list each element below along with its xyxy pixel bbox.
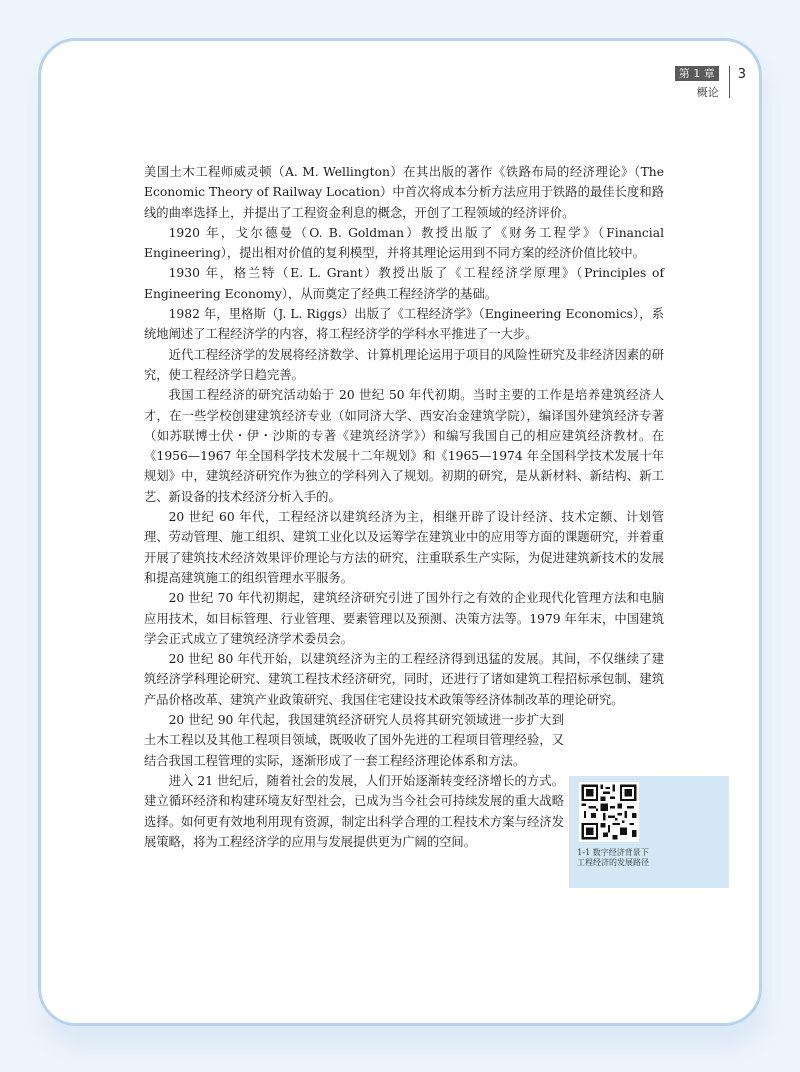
chapter-tag: 第 1 章 <box>675 66 719 81</box>
paragraph: 美国土木工程师威灵顿（A. M. Wellington）在其出版的著作《铁路布局的经济理论》（The Economic Theory of Railway Location）中首次将成本分析方法应用于铁路的最佳长度和路线的曲率选择上，并提出了工程资金利息的概念，开创了工程领域的经济评价。 <box>144 165 664 220</box>
body-text <box>144 162 664 852</box>
chapter-info <box>675 66 719 100</box>
qr-code-icon[interactable] <box>579 782 639 842</box>
paragraph: 1982 年，里格斯（J. L. Riggs）出版了《工程经济学》（Engineering Economics），系统地阐述了工程经济学的内容，将工程经济学的学科水平推进了一大步。 <box>144 307 664 342</box>
qr-panel[interactable] <box>569 776 729 888</box>
paragraph: 20 世纪 70 年代初期起，建筑经济研究引进了国外行之有效的企业现代化管理方法和电脑应用技术，如目标管理、行业管理、要素管理以及预测、决策方法等。1979 年年末，中国建筑学会正式成立了建筑经济学术委员会。 <box>144 591 664 646</box>
paragraph: 20 世纪 80 年代开始，以建筑经济为主的工程经济得到迅猛的发展。其间，不仅继续了建筑经济学科理论研究、建筑工程技术经济研究，同时，还进行了诸如建筑工程招标承包制、建筑产品价格改革、建筑产业政策研究、我国住宅建设技术政策等经济体制改革的理论研究。 <box>144 652 664 707</box>
page-number: 3 <box>737 67 746 82</box>
paragraph: 近代工程经济学的发展将经济数学、计算机理论运用于项目的风险性研究及非经济因素的研究，使工程经济学日趋完善。 <box>144 347 664 382</box>
qr-caption: 1-1 数字经济背景下工程经济的发展路径 <box>577 848 649 867</box>
paragraph: 20 世纪 90 年代起，我国建筑经济研究人员将其研究领域进一步扩大到土木工程以及其他工程项目领域，既吸收了国外先进的工程项目管理经验，又结合我国工程管理的实际，逐渐形成了一套工程经济理论体系和方法。 <box>144 713 564 768</box>
paragraph: 进入 21 世纪后，随着社会的发展，人们开始逐渐转变经济增长的方式。建立循环经济和构建环境友好型社会，已成为当今社会可持续发展的重大战略选择。如何更有效地利用现有资源，制定出科学合理的工程技术方案与经济发展策略，将为工程经济学的应用与发展提供更为广阔的空间。 <box>144 773 564 849</box>
paragraph: 我国工程经济的研究活动始于 20 世纪 50 年代初期。当时主要的工作是培养建筑经济人才，在一些学校创建建筑经济专业（如同济大学、西安冶金建筑学院），编译国外建筑经济专著（如苏联博士伏・伊・沙斯的专著《建筑经济学》）和编写我国自己的相应建筑经济教材。在《1956—1967 年全国科学技术发展十二年规划》和《1965—1974 年全国科学技术发展十年规划》中，建筑经济研究作为独立的学科列入了规划。初期的研究，是从新材料、新结构、新工艺、新设备的技术经济分析入手的。 <box>144 388 664 504</box>
header-divider <box>729 66 730 98</box>
paragraph: 1930 年，格兰特（E. L. Grant）教授出版了《工程经济学原理》（Principles of Engineering Economy），从而奠定了经典工程经济学的基础。 <box>144 266 664 301</box>
chapter-title: 概论 <box>696 86 719 99</box>
paragraph: 1920 年，戈尔德曼（O. B. Goldman）教授出版了《财务工程学》（Financial Engineering），提出相对价值的复利模型，并将其理论运用到不同方案的经济价值比较中。 <box>144 225 664 261</box>
paragraph: 20 世纪 60 年代，工程经济以建筑经济为主，相继开辟了设计经济、技术定额、计划管理、劳动管理、施工组织、建筑工业化以及运筹学在建筑业中的应用等方面的课题研究，并着重开展了建筑技术经济效果评价理论与方法的研究，注重联系生产实际，为促进建筑新技术的发展和提高建筑施工的组织管理水平服务。 <box>144 510 664 585</box>
page-header <box>675 66 746 100</box>
